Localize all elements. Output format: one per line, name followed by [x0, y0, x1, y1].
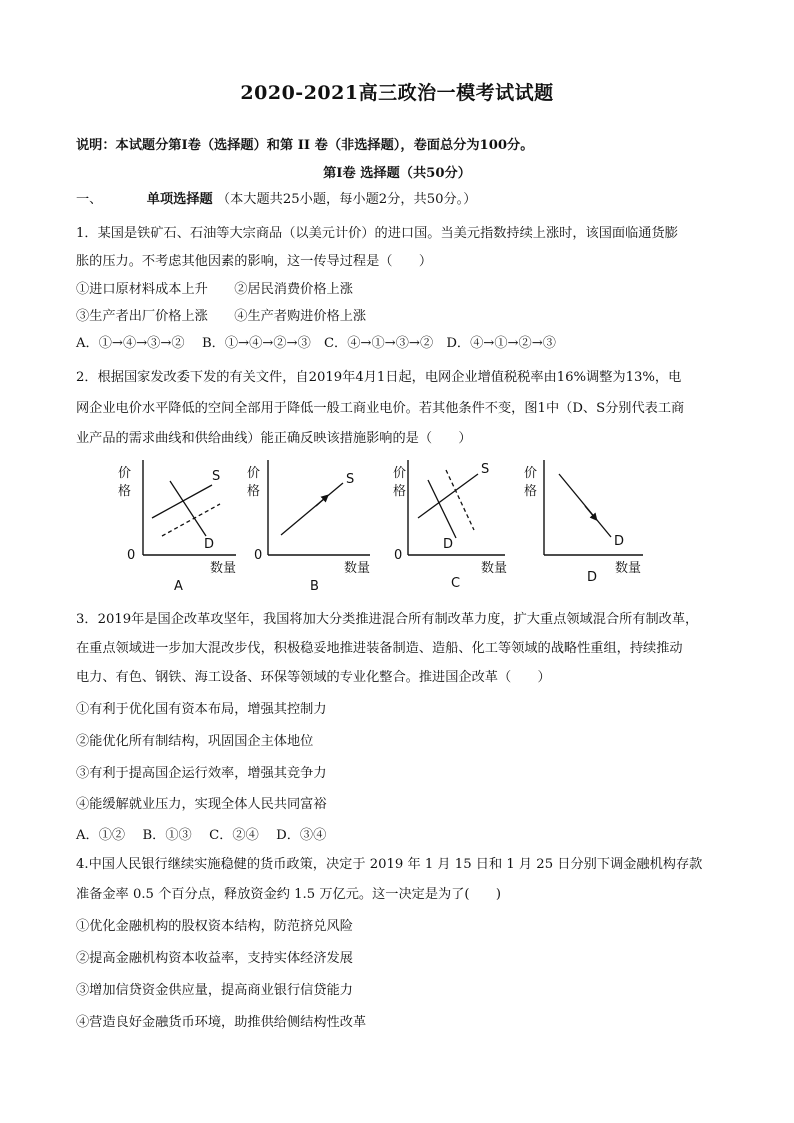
graph-a-demand-curve	[170, 481, 206, 536]
graph-c-origin: 0	[394, 548, 403, 563]
graph-b	[247, 460, 370, 594]
graph-a-supply-curve	[152, 485, 212, 518]
graph-b-supply-curve	[281, 483, 343, 535]
section-number: 一、	[76, 192, 103, 207]
q3-stem-line-3: 电力、有色、钢铁、海工设备、环保等领域的专业化整合。推进国企改革（ ）	[76, 670, 551, 685]
graph-c-x-label: 数量	[481, 561, 508, 576]
graph-c-caption: C	[451, 576, 461, 591]
graph-c-supply-label: S	[481, 462, 490, 477]
q3-stem-line-1: 3．2019年是国企改革攻坚年，我国将加大分类推进混合所有制改革力度，扩大重点领域混合所有制改革，	[76, 612, 699, 627]
graph-a-caption: A	[174, 579, 183, 594]
page-title: 2020-2021高三政治一模考试试题	[240, 82, 554, 104]
graph-b-origin: 0	[254, 548, 263, 563]
q4-option-3: ③增加信贷资金供应量，提高商业银行信贷能力	[76, 983, 353, 998]
graph-a-supply-label: S	[212, 469, 221, 484]
graph-d-caption: D	[587, 570, 598, 585]
section-name: 单项选择题	[146, 192, 213, 207]
q3-option-3: ③有利于提高国企运行效率，增强其竞争力	[76, 766, 327, 781]
q2-stem-line-1: 2．根据国家发改委下发的有关文件，自2019年4月1日起，电网企业增值税税率由16%调整为13%，电	[76, 370, 682, 385]
graph-a-y-label-1: 价	[118, 466, 132, 481]
graph-d	[524, 460, 643, 585]
graph-c-y-label-2: 格	[393, 484, 407, 499]
graph-b-y-label-1: 价	[247, 466, 261, 481]
graph-b-caption: B	[310, 579, 319, 594]
section-description: （本大题共25小题，每小题2分，共50分。）	[216, 192, 477, 207]
q2-stem-line-2: 网企业电价水平降低的空间全部用于降低一般工商业电价。若其他条件不变，图1中（D、S分别代表工商	[76, 401, 685, 416]
graph-c-y-label-1: 价	[393, 466, 407, 481]
graph-d-x-label: 数量	[615, 561, 642, 576]
q2-stem-line-3: 业产品的需求曲线和供给曲线）能正确反映该措施影响的是（ ）	[76, 431, 472, 446]
graph-a	[118, 460, 236, 594]
graph-a-origin: 0	[127, 548, 136, 563]
q4-stem-line-2: 准备金率 0.5 个百分点，释放资金约 1.5 万亿元。这一决定是为了( )	[76, 887, 502, 902]
graph-d-y-label-1: 价	[524, 466, 538, 481]
graph-d-y-label-2: 格	[524, 484, 538, 499]
graph-a-shifted-supply-curve	[162, 504, 220, 536]
graph-d-demand-label: D	[614, 534, 625, 549]
q1-options-1-2: ①进口原材料成本上升 ②居民消费价格上涨	[76, 282, 353, 297]
q4-stem-line-1: 4.中国人民银行继续实施稳健的货币政策，决定于 2019 年 1 月 15 日和 1 月 25 日分别下调金融机构存款	[76, 857, 703, 872]
q1-stem-line-2: 胀的压力。不考虑其他因素的影响，这一传导过程是（ ）	[76, 254, 433, 269]
graph-d-demand-curve	[559, 474, 611, 537]
graph-b-y-label-2: 格	[247, 484, 261, 499]
graph-a-demand-label: D	[204, 537, 215, 552]
graph-b-supply-label: S	[346, 472, 355, 487]
graph-d-shift-arrow	[585, 506, 595, 518]
q3-stem-line-2: 在重点领域进一步加大混改步伐，积极稳妥地推进装备制造、造船、化工等领域的战略性重组，持续推动	[76, 641, 683, 656]
q4-option-1: ①优化金融机构的股权资本结构，防范挤兑风险	[76, 919, 353, 934]
q3-option-1: ①有利于优化国有资本布局，增强其控制力	[76, 702, 327, 717]
graph-b-shift-arrow	[316, 497, 326, 506]
graph-c	[393, 460, 507, 591]
q1-answer-choices: A．①→④→③→② B．①→④→②→③ C．④→①→③→② D．④→①→②→③	[76, 336, 556, 351]
q3-answer-choices: A．①② B．①③ C．②④ D．③④	[76, 828, 327, 843]
q3-option-4: ④能缓解就业压力，实现全体人民共同富裕	[76, 797, 327, 812]
graph-c-demand-label: D	[443, 537, 454, 552]
q4-option-4: ④营造良好金融货币环境，助推供给侧结构性改革	[76, 1015, 367, 1030]
q3-option-2: ②能优化所有制结构，巩固国企主体地位	[76, 734, 314, 749]
exam-instructions: 说明：本试题分第Ⅰ卷（选择题）和第 II 卷（非选择题），卷面总分为100分。	[76, 138, 534, 153]
graph-c-demand-curve	[428, 480, 456, 538]
graph-b-x-label: 数量	[344, 561, 371, 576]
graph-c-supply-curve	[418, 474, 478, 518]
graph-a-x-label: 数量	[210, 561, 237, 576]
q1-stem-line-1: 1．某国是铁矿石、石油等大宗商品（以美元计价）的进口国。当美元指数持续上涨时，该国面临通货膨	[76, 226, 678, 241]
q1-options-3-4: ③生产者出厂价格上涨 ④生产者购进价格上涨	[76, 309, 367, 324]
graph-c-shifted-demand-curve	[446, 470, 474, 530]
graph-a-y-label-2: 格	[118, 484, 132, 499]
part-one-heading: 第Ⅰ卷 选择题（共50分）	[323, 166, 471, 181]
q4-option-2: ②提高金融机构资本收益率，支持实体经济发展	[76, 951, 353, 966]
